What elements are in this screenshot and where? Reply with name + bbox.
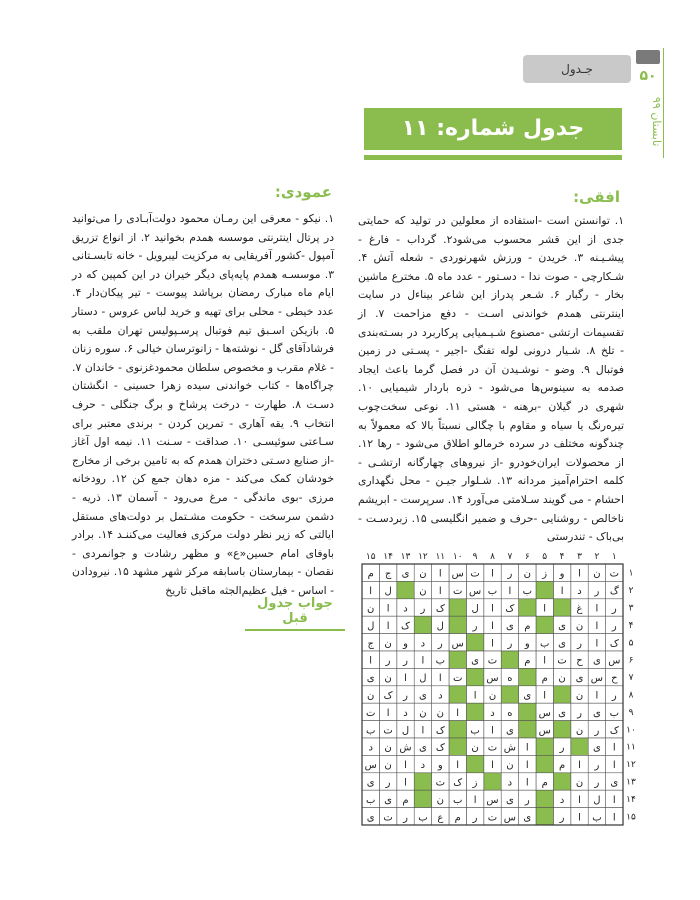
grid-letter: ر [577, 707, 582, 719]
grid-col-number: ۱۱ [435, 552, 446, 562]
grid-letter: ب [365, 725, 376, 737]
side-divider [663, 48, 664, 158]
grid-letter: ی [401, 568, 410, 580]
grid-letter: ک [401, 620, 410, 632]
grid-letter: ت [557, 655, 567, 667]
grid-letter: ی [575, 673, 584, 685]
grid-black-cell [553, 686, 570, 703]
grid-letter: ن [436, 707, 444, 719]
grid-letter: ر [403, 655, 408, 667]
grid-letter: ا [595, 603, 599, 615]
grid-row-number: ۱۱ [626, 742, 636, 753]
grid-col-number: ۴ [559, 552, 565, 562]
title-underline [364, 155, 622, 160]
grid-letter: ر [611, 690, 617, 702]
grid-black-cell [536, 616, 553, 633]
grid-letter: س [486, 673, 499, 685]
grid-row-number: ۵ [628, 638, 634, 649]
grid-black-cell [484, 773, 501, 790]
grid-letter: ی [366, 673, 375, 685]
grid-letter: ی [384, 794, 393, 806]
grid-row-number: ۹ [628, 707, 634, 718]
grid-letter: ا [473, 794, 477, 806]
grid-letter: ا [456, 760, 460, 772]
grid-letter: ه [507, 673, 513, 685]
grid-letter: ی [523, 812, 532, 824]
grid-letter: ح [611, 673, 618, 685]
grid-letter: ن [523, 568, 531, 580]
across-clues: ۱. توانستن است -استفاده از معلولین در تولید که حمایتی جدی از این قشر محسوب می‌شود۲. گرداب - فارغ - پیشـیـنه ۳. خریدن - ورزش شهرنوردی - شعله آتش ۴. شـکارچی - صوت ندا - دسـتور - عدد ماه ۵. مخترع ماشین بخار - رگبار ۶. شـعر پدراز این شاعر بیناءل در سایت اینترنتی همدم خواندنی اسـت - دفع مزاحمت ۷. از تقسیمات ارتشی -مصنوع شـیـمیایی پرکاربرد در بسـته‌بندی - تلخ ۸. شـیار درونی لوله تفنگ -اجیر - پسـتی در زمین فوتبال ۹. وضو - نوشـیدن آن در فصل گرما باعث ایجاد صدمه به سینوس‌ها می‌شود - ذره باردار شیمیایی ۱۰. شهری در گیلان -برهنه - هستی ۱۱. نوعی سخت‌چوب تیره‌رنگ یا سیاه و مقاوم با چگالی نسبتاً بالا که معمولاً به چندگونه مختلف در سرده خرمالو اطلاق می‌شود - رها ۱۲. از محصولات ایران‌خودرو -از نیروهای چهارگانه ارتشـی - کلمه احترام‌آمیز مردانه ۱۳. شـلوار جیـن - محل نگهداری احشام - می گویند سـلامتی می‌آورد ۱۴. سرپرست - ابریشم ناخالص - روشنایی -حرف و ضمیر انگلیسی ۱۵. زبردسـت - بی‌باک - تندرستی [358, 214, 624, 544]
grid-black-cell [449, 599, 466, 616]
grid-letter: و [524, 638, 530, 650]
grid-letter: ع [437, 812, 444, 824]
grid-col-number: ۱۰ [452, 552, 463, 562]
grid-letter: ر [577, 638, 582, 650]
grid-letter: ک [609, 725, 619, 737]
grid-letter: د [559, 794, 565, 806]
grid-letter: ل [593, 794, 601, 806]
grid-black-cell [414, 773, 431, 790]
grid-black-cell [571, 738, 588, 755]
grid-letter: ت [383, 812, 393, 824]
grid-letter: س [538, 707, 551, 719]
grid-letter: ر [507, 638, 513, 650]
grid-black-cell [466, 634, 483, 651]
grid-letter: م [524, 620, 531, 632]
grid-letter: ا [578, 812, 581, 824]
grid-letter: ب [418, 812, 428, 824]
grid-letter: ک [609, 638, 619, 650]
grid-letter: ر [594, 725, 600, 737]
grid-letter: ک [505, 603, 515, 615]
grid-letter: ک [435, 603, 445, 615]
grid-letter: ت [383, 725, 393, 737]
grid-letter: د [420, 638, 426, 650]
grid-letter: ر [559, 742, 565, 754]
grid-col-number: ۲ [594, 552, 600, 562]
grid-row-number: ۳ [628, 603, 634, 614]
grid-letter: ی [558, 620, 567, 632]
grid-row-number: ۸ [628, 690, 634, 701]
grid-black-cell [519, 599, 536, 616]
grid-letter: ل [384, 586, 392, 598]
grid-letter: ی [505, 620, 514, 632]
grid-letter: ن [436, 794, 444, 806]
grid-letter: ن [367, 603, 375, 615]
grid-letter: د [577, 586, 582, 598]
grid-row-number: ۴ [628, 620, 634, 631]
grid-letter: ا [595, 620, 599, 632]
grid-letter: ک [453, 777, 463, 789]
grid-letter: ب [470, 725, 480, 737]
grid-black-cell [449, 686, 466, 703]
grid-letter: ا [543, 603, 547, 615]
grid-letter: ا [525, 777, 529, 789]
grid-letter: د [368, 742, 373, 754]
grid-black-cell [466, 668, 483, 685]
grid-letter: س [503, 812, 517, 824]
grid-letter: ل [401, 725, 410, 737]
grid-letter: ی [610, 777, 619, 789]
grid-letter: ا [386, 707, 390, 719]
grid-letter: م [524, 655, 531, 667]
grid-letter: ر [472, 812, 478, 824]
grid-letter: ر [611, 620, 617, 632]
grid-letter: ا [595, 638, 599, 650]
grid-letter: ک [435, 725, 445, 737]
grid-letter: ن [367, 690, 375, 702]
grid-black-cell [449, 651, 466, 668]
grid-letter: ا [491, 760, 494, 772]
grid-row-number: ۲ [628, 586, 634, 597]
grid-letter: ت [365, 707, 376, 719]
grid-letter: ا [438, 568, 442, 580]
grid-letter: ا [543, 655, 547, 667]
grid-letter: م [541, 777, 548, 789]
grid-letter: ت [435, 777, 446, 789]
grid-letter: ی [505, 725, 514, 737]
grid-letter: ب [487, 586, 498, 598]
grid-letter: س [538, 725, 551, 737]
grid-black-cell [536, 790, 553, 807]
grid-row-number: ۱۳ [626, 777, 636, 788]
grid-letter: ش [399, 742, 412, 754]
grid-letter: ا [386, 620, 390, 632]
grid-letter: ن [575, 725, 584, 737]
grid-letter: ی [418, 690, 427, 702]
grid-letter: ش [503, 742, 517, 754]
grid-letter: ن [575, 690, 584, 702]
grid-letter: ا [491, 620, 494, 632]
grid-letter: ب [592, 812, 602, 824]
grid-letter: ا [473, 690, 477, 702]
grid-row-number: ۱۲ [626, 760, 636, 771]
previous-answer-label: جواب جدول قبل [245, 596, 345, 631]
grid-black-cell [466, 703, 483, 720]
grid-letter: ا [404, 760, 407, 772]
grid-black-cell [519, 668, 536, 685]
grid-letter: ز [542, 568, 548, 580]
grid-letter: ر [559, 812, 565, 824]
grid-letter: ا [578, 568, 581, 580]
grid-letter: س [451, 638, 464, 650]
grid-col-number: ۳ [577, 552, 582, 562]
grid-letter: ا [578, 760, 581, 772]
grid-letter: ا [404, 673, 407, 685]
grid-letter: و [437, 760, 443, 772]
grid-letter: ن [488, 690, 497, 702]
grid-letter: ل [419, 673, 427, 685]
grid-letter: ر [524, 794, 530, 806]
grid-row-number: ۱۵ [626, 812, 636, 823]
grid-letter: ر [594, 777, 600, 789]
grid-letter: ر [472, 620, 478, 632]
grid-row-number: ۱ [628, 568, 634, 579]
grid-letter: ی [418, 742, 427, 754]
grid-letter: ی [471, 655, 480, 667]
grid-letter: م [367, 568, 374, 580]
grid-letter: ی [592, 655, 601, 667]
magazine-logo-icon [636, 50, 660, 64]
grid-letter: د [403, 707, 408, 719]
grid-letter: ا [491, 725, 494, 737]
grid-letter: ی [505, 794, 514, 806]
grid-col-number: ۸ [490, 552, 495, 562]
grid-black-cell [449, 616, 466, 633]
grid-letter: س [364, 760, 377, 772]
grid-letter: ا [612, 742, 616, 754]
grid-letter: ج [367, 638, 374, 650]
grid-col-number: ۱۴ [383, 552, 393, 562]
grid-row-number: ۷ [628, 673, 634, 684]
grid-letter: ا [491, 568, 494, 580]
issue-date: تابستان ۹۹ [650, 97, 663, 147]
grid-row-number: ۱۰ [626, 725, 636, 736]
grid-letter: ا [404, 777, 407, 789]
grid-black-cell [553, 773, 570, 790]
grid-letter: ب [452, 794, 463, 806]
grid-letter: ج [384, 568, 392, 580]
grid-letter: ا [560, 586, 564, 598]
grid-letter: ن [419, 568, 427, 580]
grid-letter: ن [575, 777, 584, 789]
grid-letter: و [403, 638, 408, 650]
grid-letter: م [558, 760, 566, 772]
grid-letter: ب [539, 638, 550, 650]
grid-letter: غ [576, 603, 583, 615]
grid-letter: ا [438, 586, 442, 598]
grid-letter: ا [456, 707, 460, 719]
grid-letter: ن [384, 638, 392, 650]
page-title: جدول شماره: ۱۱ [364, 108, 622, 150]
grid-letter: ی [366, 777, 375, 789]
grid-black-cell [501, 686, 518, 703]
grid-letter: ر [385, 777, 391, 789]
grid-letter: ی [366, 812, 375, 824]
grid-letter: ا [369, 655, 373, 667]
grid-letter: ا [421, 655, 425, 667]
grid-letter: ه [507, 707, 513, 719]
grid-letter: ا [491, 603, 494, 615]
grid-letter: و [559, 568, 565, 580]
grid-letter: ت [452, 586, 463, 598]
grid-black-cell [397, 581, 414, 598]
grid-col-number: ۱۲ [418, 552, 428, 562]
grid-letter: د [507, 777, 513, 789]
grid-black-cell [536, 738, 553, 755]
grid-letter: س [468, 586, 482, 598]
grid-col-number: ۵ [542, 552, 548, 562]
grid-letter: د [420, 760, 426, 772]
grid-letter: ر [611, 603, 617, 615]
grid-letter: ن [471, 742, 479, 754]
grid-letter: م [454, 812, 461, 824]
grid-letter: ی [523, 690, 532, 702]
grid-letter: ی [592, 742, 601, 754]
across-heading: افقی: [573, 188, 620, 206]
grid-letter: ت [609, 568, 620, 580]
grid-letter: ب [522, 586, 533, 598]
grid-letter: م [402, 794, 409, 806]
grid-letter: ا [438, 673, 442, 685]
grid-black-cell [536, 581, 553, 598]
grid-letter: ن [593, 568, 601, 580]
grid-letter: ک [435, 742, 445, 754]
grid-letter: س [608, 655, 621, 667]
grid-letter: د [438, 690, 443, 702]
grid-black-cell [414, 616, 431, 633]
grid-black-cell [553, 721, 570, 738]
grid-col-number: ۷ [507, 552, 513, 562]
grid-letter: د [403, 603, 408, 615]
grid-letter: ا [612, 812, 616, 824]
grid-letter: ا [612, 794, 616, 806]
grid-letter: ب [365, 794, 376, 806]
grid-letter: ن [558, 673, 566, 685]
grid-letter: ح [576, 655, 583, 667]
grid-letter: م [541, 673, 548, 685]
grid-letter: ی [558, 638, 567, 650]
grid-letter: ن [384, 673, 392, 685]
grid-letter: ن [506, 760, 514, 772]
grid-letter: ا [595, 690, 599, 702]
grid-letter: ر [594, 586, 600, 598]
grid-letter: ا [525, 760, 529, 772]
grid-letter: ت [470, 568, 480, 580]
grid-letter: ن [384, 742, 392, 754]
grid-letter: ا [508, 586, 512, 598]
grid-letter: س [590, 673, 604, 685]
grid-letter: ر [594, 760, 600, 772]
grid-col-number: ۹ [472, 552, 478, 562]
grid-col-number: ۱ [611, 552, 617, 562]
grid-black-cell [553, 599, 570, 616]
grid-black-cell [449, 738, 466, 755]
section-tab-label: جـدول [523, 55, 631, 83]
grid-letter: ب [609, 707, 620, 719]
grid-letter: ا [491, 638, 494, 650]
grid-letter: ت [452, 673, 463, 685]
grid-letter: ی [558, 707, 567, 719]
grid-letter: ت [487, 742, 498, 754]
crossword-grid [350, 548, 640, 828]
grid-letter: ب [435, 655, 446, 667]
grid-black-cell [414, 790, 431, 807]
grid-letter: ل [471, 603, 479, 615]
grid-letter: ا [386, 603, 390, 615]
grid-row-number: ۶ [628, 655, 634, 666]
grid-letter: ن [384, 760, 392, 772]
grid-letter: ت [487, 812, 498, 824]
grid-letter: ی [592, 707, 601, 719]
grid-letter: ر [403, 690, 408, 702]
grid-letter: ر [403, 812, 408, 824]
grid-letter: ا [369, 586, 373, 598]
grid-letter: ن [419, 586, 427, 598]
grid-letter: د [490, 707, 495, 719]
grid-letter: گ [609, 586, 619, 598]
grid-black-cell [519, 703, 536, 720]
grid-letter: ا [578, 794, 581, 806]
grid-letter: ر [385, 655, 391, 667]
grid-letter: س [451, 568, 464, 580]
grid-letter: ز [472, 777, 478, 789]
grid-letter: ر [437, 638, 443, 650]
grid-black-cell [449, 721, 466, 738]
grid-letter: ا [421, 725, 425, 737]
down-clues: ۱. نیکو - معرفی این رمـان محمود دولت‌آبـادی را می‌توانید در پرتال اینترنتی موسسه همدم بخوانید ۲. از انواع تزریق آمپول -کشور آفریقایی به مرکزیت لیبرویل - خانه تابسـتانی ۳. موسسـه همدم پایه‌پای دیگر خیران در این کمپین که در ایام ماه مبارک رمضان برپاشد پیوست - تیر پیکان‌دار ۴. عدد خیطی - محلی برای تهیه و خرید لباس عروس - دستار ۵. بازیکن اسـبق تیم فوتبال پرسـپولیس تهران ملقب به فرشادآقای گل - نوشته‌ها - زانوترسان خیالی ۶. سوره زنان - غلام مقرب و مخصوص سلطان محمودغزنوی - خاندان ۷. چراگاه‌ها - کتاب خواندنی سیده زهرا حسینی - انگشتان دسـت ۸. طهارت - درخت پرشاخ و برگ جنگلی - حرف انتخاب ۹. یقه آهاری - تمرین کردن - برندی معتبر برای سـاعتی سوئیسـی ۱۰. صداقت - سـنت ۱۱. نیمه اول آغاز -از صنایع دسـتی دختران همدم که به تامین برخی از مخارج خودشان کمک می‌کند - مزه دهان جمع کن ۱۲. رودخانه مرزی -بوی ماندگی - مرغ می‌رود - آسمان ۱۳. ذریه - دشمن سرسخت - حکومت مشـتمل بر دولت‌های مستقل ایالتی که زیر نظر دولت مرکزی فعالیت می‌کننـد ۱۴. برادر باوفای امام حسین«ع» و مظهر رشادت و جوانمردی - نقصان - بیمارستان باسابقه مرکز شهر مشهد ۱۵. نیرودادن - اساس - فیل عظیم‌الجثه ماقبل تاریخ [72, 212, 335, 597]
grid-letter: ر [420, 603, 426, 615]
grid-black-cell [501, 651, 518, 668]
grid-row-number: ۱۴ [626, 794, 636, 805]
grid-letter: س [486, 794, 499, 806]
grid-black-cell [466, 755, 483, 772]
grid-black-cell [519, 721, 536, 738]
grid-letter: ن [419, 707, 427, 719]
grid-letter: ا [543, 690, 547, 702]
grid-black-cell [536, 755, 553, 772]
grid-letter: ا [525, 742, 529, 754]
grid-letter: ا [612, 760, 616, 772]
grid-col-number: ۱۳ [400, 552, 411, 562]
grid-letter: ل [367, 620, 375, 632]
grid-letter: ل [436, 620, 444, 632]
grid-col-number: ۱۵ [365, 552, 376, 562]
page-number: ۵۰ [639, 68, 657, 84]
grid-letter: ن [575, 620, 584, 632]
grid-col-number: ۶ [524, 552, 530, 562]
grid-letter: ک [383, 690, 393, 702]
grid-letter: ر [507, 568, 513, 580]
grid-letter: ت [487, 655, 498, 667]
down-heading: عمودی: [274, 183, 332, 201]
grid-black-cell [536, 808, 553, 825]
